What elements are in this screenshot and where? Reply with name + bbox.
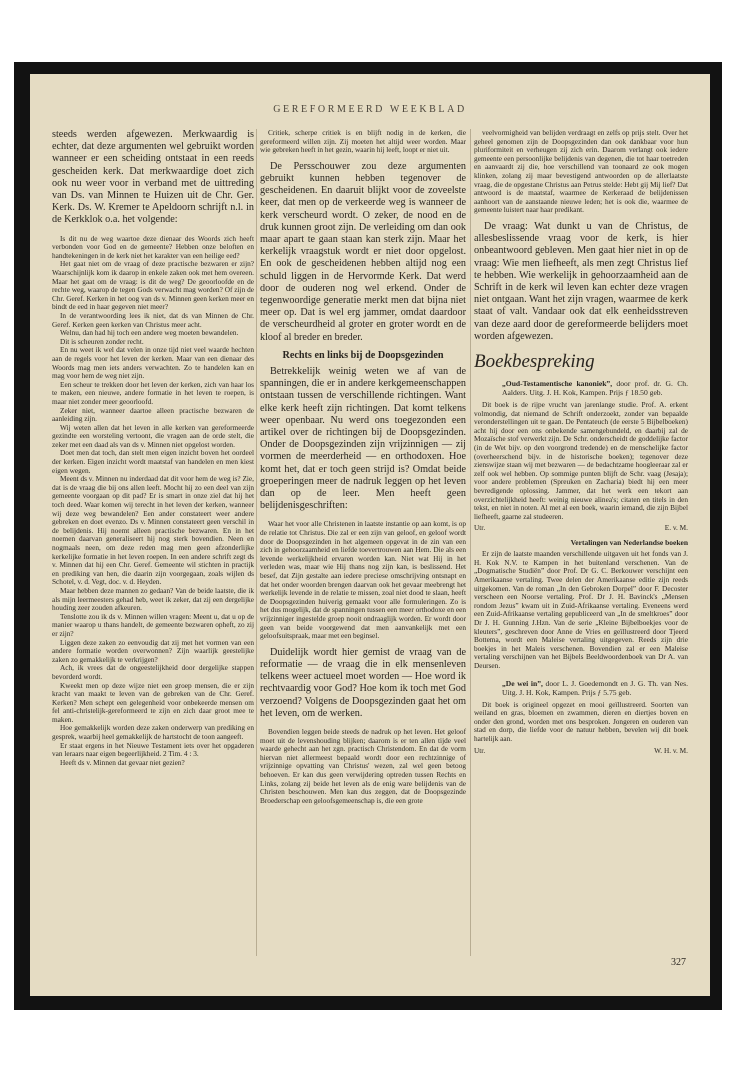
quote-paragraph: Zeker niet, wanneer daartoe alleen practische bezwaren de aanleiding zijn. xyxy=(52,405,254,424)
quote-paragraph: Welnu, dan had hij toch een andere weg moeten bewandelen. xyxy=(60,328,239,338)
page-number: 327 xyxy=(671,957,686,968)
col1-intro: steeds werden afgewezen. Merkwaardig is echter, dat deze argumenten wel gebruikt worden wanneer er een scheiding ontstaat in een reeds gescheiden kerk. Dat merkwaardige doet zich ook nu weer voor in verband met de uittreding van Ds. van Minnen te Huizen uit de Chr. Ger. Kerk. Ds. W. Kremer te Apeldoorn schrijft n.l. in de Kerkklok o.a. het volgende: xyxy=(52,129,254,226)
col3-paragraph: De vraag: Wat dunkt u van de Christus, de allesbeslissende vraag voor de kerk, is hier onbeantwoord gebleven. Men gaat hier niet in op de vraag: Wie men liefheeft, als men zegt Christus lief te hebben. Wie werkelijk in gehoorzaamheid aan de Schrift in de kerk wil leven kan echter deze vragen niet ontgaan. Want het zijn vragen, waarmee de kerk staat of valt. Vandaar ook dat elk eenheidsstreven van deze aard door de gereformeerde belijders moet worden afgewezen. xyxy=(474,220,688,342)
quote-paragraph: Ach, ik vrees dat de ongeestelijkheid door dergelijke stappen bevorderd wordt. xyxy=(52,663,254,681)
col2-paragraph: De Persschouwer zou deze argumenten gebruikt kunnen hebben tegenover de gescheidenen. En daaruit blijkt voor de zoveelste keer, dat men op de verkeerde weg is wanneer de kerk verscheurd wordt. O zeker, de nood en de druk kunnen groot zijn. De verleiding om dan ook maar apart te gaan staan kan sterk zijn. Maar het kerkelijk vraagstuk wordt er niet door opgelost. En ook de gescheidenen hebben altijd nog een schuld liggen in de Hervormde Kerk. Dat werd door de ouderen nog wel erkend. Onder de tegenwoordige generatie merkt men dat bijna niet meer op. Dat is wel erg jammer, omdat daardoor de verscheurdheid al groter en groter wordt en de kloof al breder en breder. xyxy=(260,160,466,343)
col3-top-quote xyxy=(474,129,688,215)
quote-paragraph: In de verantwoording lees ik niet, dat ds van Minnen de Chr. Geref. Kerken geen kerken van Christus meer acht. xyxy=(52,310,254,329)
quote-paragraph: Een scheur te trekken door het leven der kerken, zich van haar los te maken, een nieuwe, andere formatie in het leven te roepen, is maar niet zonder meer geoorloofd. xyxy=(52,379,254,406)
book-heading xyxy=(502,379,688,397)
book-title: „Oud-Testamentische kanoniek”, xyxy=(502,378,613,388)
reviewer-signature xyxy=(474,523,688,532)
book-heading xyxy=(502,679,688,697)
book-details: door L. J. Goedemondt en J. G. Th. van Nes. Uitg. J. H. Kok, Kampen. Prijs ƒ 5.75 geb. xyxy=(502,678,688,697)
book-review xyxy=(474,701,688,744)
quote-paragraph: Heeft ds v. Minnen dat gevaar niet gezien? xyxy=(60,757,185,767)
book-review xyxy=(474,401,688,521)
quote-paragraph: Critiek, scherpe critiek is en blijft nodig in de kerken, die gereformeerd willen zijn. Zij moeten het altijd weer worden. Maar wie gebreken heeft in het gezin, waarin hij leeft, loopt er niet uit. xyxy=(260,128,466,155)
col2-paragraph: Duidelijk wordt hier gemist de vraag van de reformatie — de vraag die in elk mensenleven telkens weer actueel moet worden — Hoe word ik rechtvaardig voor God? Hoe kom ik toch met God verzoend? Volgens de Doopsgezinden gaat het om het leven, om de werken. xyxy=(260,646,466,719)
quote-paragraph: Het gaat niet om de vraag of deze practische bezwaren er zijn? Waarschijnlijk kom ik daarop in enkele zaken ook met hem overeen. Maar het gaat om de vraag: is dit de weg? De geoorloofde en de rechte weg, waarop de tegen Gods verwacht mag worden? Of zijn de Chr. Geref. Kerken in het oog van ds v. Minnen geen kerken meer en bindt de eed in haar gegeven niet meer? xyxy=(52,259,254,312)
running-header: GEREFORMEERD WEEKBLAD xyxy=(273,104,467,115)
quote-paragraph: Wij weten allen dat het leven in alle kerken van gereformeerde gezindte een worsteling vertoont, die vragen aan de orde stelt, die zeker met een daad als van ds v. Minnen niet opgelost worden. xyxy=(52,422,254,449)
quote-paragraph: Liggen deze zaken zo eenvoudig dat zij met het vormen van een andere formatie worden overwonnen? Zijn waarlijk geestelijke zaken zo gemakkelijk te verkrijgen? xyxy=(52,637,254,664)
review-text: Dit boek is de rijpe vrucht van jarenlange studie. Prof. A. erkent volmondig, dat niemand de Schrift onderzoekt, zonder van bepaalde veronderstellingen uit te gaan. De Pentateuch (de eerste 5 Bijbelboeken) acht hij door een ons onbekende samengebundeld, en daarbij zal de Mozaïsche stof verwerkt zijn. De Schr. onderscheidt de goddelijke factor (in de Wet bijv. op den voorgrond tredende) en de menschelijke factor (overheerschend bijv. in de historische boeken); tegenover deze zienswijze staan wij met bezwaren — de bedachtzame hoogleeraar zal er zelf ook wel hebben. Op sommige punten blijft de Schr. vaag (Jesaja); voor andere problemen (Spreuken en Zacharia) biedt hij een meer bevredigende oplossing. Jammer, dat het werk een tekort aan overzichtelijkheid heeft: weinig nieuwe alinea's; citaten en titels in den tekst, en niet in noten. Al met al een boek, waarin iemand, die zijn Bijbel liefheeft, gaarne zal studeeren. xyxy=(474,399,688,521)
quote-paragraph: Waar het voor alle Christenen in laatste instantie op aan komt, is op de relatie tot Christus. Die zal er een zijn van geloof, en geloof wordt door de Doopsgezinden in het algemeen opgevat in de zin van een zich in gehoorzaamheid en liefde toevertrouwen aan Hem. Die als een levende werkelijkheid ervaren worden kan. Niet wat Hij in het verleden was, maar wie Hij thans nog zijn kan, is beslissend. Het besef, dat Zijn gestalte aan iedere preciese omschrijving ontsnapt en dat het onder woorden brengen daarvan ook het gevaar meebrengt het werkelijk levende in de relatie te missen, zoal niet dood te slaan, heeft de Doopsgezinden huiverig gemaakt voor alle formuleringen. Zo is het dus mogelijk, dat de spanningen tussen een meer orthodoxe en een vrijzinniger ingestelde groep nooit ondraaglijk worden. Er wordt door geen van beide voorgewend dat men aanvankelijk met een geloofsuitspraak, maar met een beginsel. xyxy=(260,519,466,641)
quote-paragraph: En nu weet ik wel dat velen in onze tijd niet veel waarde hechten aan de regels voor het leven der kerken. Maar van een dienaar des Woords mag men iets anders verwachten. Zo te handelen kan en mag voor hem de weg niet zijn. xyxy=(52,345,254,381)
column-rule xyxy=(256,129,257,956)
column-1 xyxy=(52,129,254,767)
col2-bottom-quote xyxy=(260,728,466,805)
quote-paragraph: Doet men dat toch, dan stelt men eigen inzicht boven het oordeel der kerken. Eigen inzicht wordt maatstaf van handelen en men kiest eigen wegen. xyxy=(52,448,254,475)
book-title: „De wei in”, xyxy=(502,678,543,688)
magazine-page xyxy=(30,74,710,996)
quote-paragraph: Er staat ergens in het Nieuwe Testament iets over het opgaderen van leraars naar eigen begeerlijkheid. 2 Tim. 4 : 3. xyxy=(52,740,254,759)
col2-paragraph: Betrekkelijk weinig weten we af van de spanningen, die er in andere kerkgemeenschappen ontstaan tussen de verschillende richtingen. Want elke kerk heeft zijn richtingen. Dat komt telkens weer openbaar. Nu werd ons toegezonden een artikel over de richtingen bij de Doopsgezinden. Onder de Doopsgezinden zijn vrijzinnigen — zij vormen de meerderheid — en orthodoxen. Hoe komt het, dat er toch geen strijd is? Omdat beide groeperingen meer de nadruk leggen op het leven dan op de leer. Men heeft geen belijdenisgeschriften: xyxy=(260,366,466,512)
col2-quote xyxy=(260,520,466,640)
reviewer-signature xyxy=(474,746,688,755)
quote-paragraph: Maar hebben deze mannen zo gedaan? Van de beide laatste, die ik als mijn leermeesters gehad heb, weet ik zeker, dat zij een dergelijke houding zeer zouden afkeuren. xyxy=(52,585,254,613)
column-rule xyxy=(470,129,471,956)
col2-top-quote xyxy=(260,129,466,155)
review-body xyxy=(474,550,688,670)
col1-quote xyxy=(52,235,254,768)
column-3 xyxy=(474,129,688,761)
quote-paragraph: Dit is scheuren zonder recht. xyxy=(60,336,144,346)
review-place: Utr. xyxy=(474,745,486,755)
reviewer-initials: E. v. M. xyxy=(664,523,688,533)
review-place: Utr. xyxy=(474,523,486,533)
quote-paragraph: Tenslotte zou ik ds v. Minnen willen vragen: Meent u, dat u op de manier waarop u thans handelt, de gemeente bezwaren opheft, zo zij er zijn? xyxy=(52,611,254,638)
review-text: Dit boek is origineel opgezet en mooi geïllustreerd. Soorten van weiland en gras, bloemen en zwammen, dieren en diertjes boven en onder den grond, worden met ons besproken. Jongeren en ouderen van stad en dorp, die liefde voor de natuur hebben, bevelen wij dit boek hartelijk aan. xyxy=(474,699,688,743)
review-heading: Vertalingen van Nederlandse boeken xyxy=(570,538,688,548)
review-text: Er zijn de laatste maanden verschillende uitgaven uit het fonds van J. H. Kok N.V. te Kampen in het buitenland verschenen. Van de „Dogmatische Studiën” door Prof. Dr G. C. Berkouwer verschijnt een Amerikaanse vertaling. Twee delen der Amerikaanse editie zijn reeds uitgekomen. Van de roman „In den Gebroken Dorpel” door F. Decoster verscheen een Noorse vertaling. Prof. Dr J. H. Bavinck's „Mensen rondom Jezus” kwam uit in Zuid-Afrikaanse vertaling. Eveneens werd een Zuid-Afrikaanse vertaling gepubliceerd van „In de smeltkroes” door Dr J. H. Gunning J.Hzn. Van de serie „Kleine Bijbelboekjes voor de kleuters”, geschreven door Anne de Vries en geïllustreerd door Tjeerd Bottema, wordt een Maleise vertaling uitgegeven. Reeds zijn drie boekjes in het Maleis verschenen. Bovendien zal er een Maleise vertaling verschijnen van het Bijbels Beeldwoordenboek van Dr A. van Deursen. xyxy=(474,549,688,670)
quote-paragraph: Hoe gemakkelijk worden deze zaken onderwerp van prediking en gesprek, waarbij heel gemakkelijk de hartstocht de toon aangeeft. xyxy=(52,723,254,742)
article-subheading: Rechts en links bij de Doopsgezinden xyxy=(282,349,444,361)
quote-paragraph: Meent ds v. Minnen nu inderdaad dat dit voor hem de weg is? Zie, dat is de vraag die bij ons allen leeft. Mocht hij zo een deel van zijn gemeente voorgaan op dit pad? Er is smart in onze ziel dat hij het toch deed. Waar komen wij terecht in het leven der kerken, wanneer wij deze weg bewandelen? Een ander constateert weer andere gebreken en doet evenzo. Ds v. Minnen constateert geen verschil in de belijdenis. Hij noemt alleen practische bezwaren. En in het noemen daarvan generaliseert hij nog sterk bovendien. Neen en nogmaals neen, om deze reden mag men geen afzonderlijke kerkelijke formatie in het leven roepen. In een andere schrift zegt ds v. Minnen dat hij een Chr. Geref. Gemeente wil stichten in practijk en prediking van hen, die daarin zijn voorgegaan, zoals wijlen ds Schotel, v. d. Vegt, doc. v. d. Heyden. xyxy=(52,474,254,587)
section-title: Boekbespreking xyxy=(474,350,595,372)
quote-paragraph: Is dit nu de weg waartoe deze dienaar des Woords zich heeft verbonden voor God en de gemeente? Hebben onze beloften en handtekeningen in de kerk niet het karakter van een heilige eed? xyxy=(52,233,254,260)
column-2 xyxy=(260,129,466,805)
quote-paragraph: Kweekt men op deze wijze niet een groep mensen, die er zijn kracht van maakt te leven van de gebreken van de Chr. Geref. Kerken? Men schept een gelegenheid voor onbekeerde mensen om fel anti-christelijk-gereformeerd te zijn en zich daar groot mee te maken. xyxy=(52,680,254,724)
quote-paragraph: veelvormigheid van belijden verdraagt en zelfs op prijs stelt. Over het geheel genomen zijn de Doopsgezinden dan ook dankbaar voor hun pluriformiteit en verheugen zij zich erin. Daarom verlangt ook iedere gemeente een persoonlijke belijdenis van degenen, die tot haar toetreden en aanvaardt zij die, hoe verschillend van toonaard ze ook mogen klinken, zolang zij maar bevestigend antwoorden op de allerlaatste vraag, die de opgestane Christus aan Petrus stelde: Hebt gij Mij lief? Dat antwoord is de maatstaf, waarmee de Kerkeraad de belijdenissen aanhoort van de aanstaande nieuwe leden; het is ook die, waarmee de gemeente luistert naar haar predikant. xyxy=(474,128,688,215)
book-details: door prof. dr. G. Ch. Aalders. Uitg. J. H. Kok, Kampen. Prijs ƒ 18.50 geb. xyxy=(502,378,688,397)
reviewer-initials: W. H. v. M. xyxy=(654,745,688,755)
quote-paragraph: Bovendien leggen beide steeds de nadruk op het leven. Het geloof moet uit de levenshouding blijken; daarom is er ten allen tijde veel waarde gehecht aan het zgn. practisch Christendom. En dat de vorm hiervan niet allermeest bepaald wordt door een rechtzinnige of vrijzinnige opvatting van Christus' wezen, zal wel geen betoog behoeven. Er kan dus geen verwijdering optreden tussen Rechts en Links, zolang zij beide het leven als de enig ware belijdenis van de Christen beschouwen. Men kan dus zeggen, dat de Doopsgezinde Broederschap een geloofsgemeenschap is, die een grote xyxy=(260,727,466,805)
